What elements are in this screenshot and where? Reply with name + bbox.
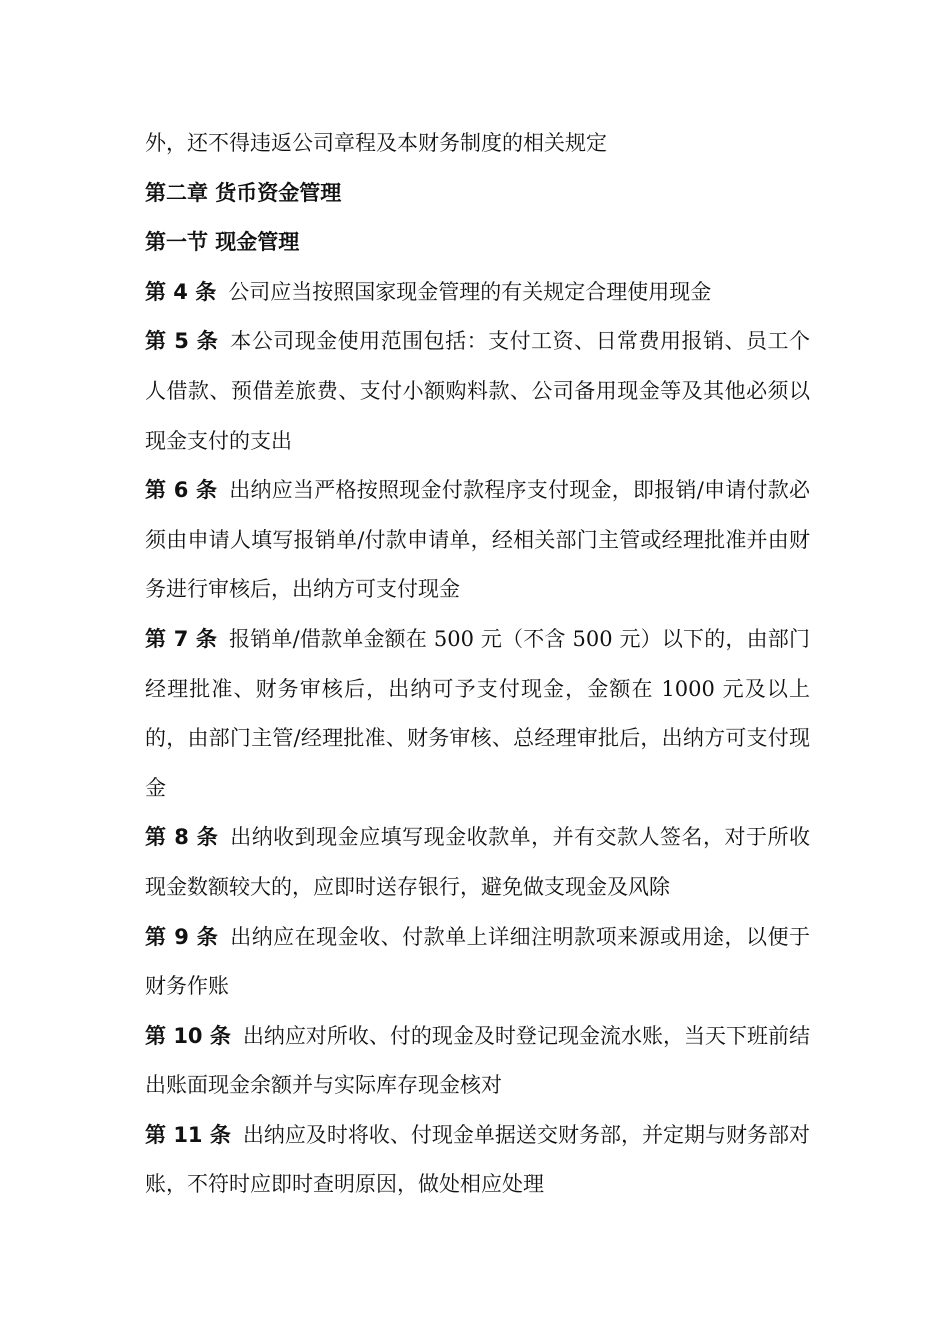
chapter-heading: 第二章 货币资金管理 [145,180,342,205]
article-text: 出纳收到现金应填写现金收款单，并有交款人签名，对于所收现金数额较大的，应即时送存银行，避免做支现金及风除 [145,825,810,899]
article-6 [145,466,810,615]
article-label: 第 8 条 [145,825,219,850]
article-label: 第 6 条 [145,478,218,503]
article-4 [145,268,810,318]
article-text: 公司应当按照国家现金管理的有关规定合理使用现金 [228,279,712,304]
article-label: 第 9 条 [145,924,219,949]
article-text: 本公司现金使用范围包括：支付工资、日常费用报销、员工个人借款、预借差旅费、支付小额购料款、公司备用现金等及其他必须以现金支付的支出 [145,329,810,453]
document-body [145,119,810,1210]
article-7 [145,615,810,813]
article-label: 第 7 条 [145,626,218,651]
article-text: 出纳应及时将收、付现金单据送交财务部，并定期与财务部对账，不符时应即时查明原因，做处相应处理 [145,1122,810,1197]
article-label: 第 4 条 [145,279,217,304]
article-text: 出纳应对所收、付的现金及时登记现金流水账，当天下班前结出账面现金余额并与实际库存现金核对 [145,1023,810,1098]
article-text: 出纳应当严格按照现金付款程序支付现金，即报销/申请付款必须由申请人填写报销单/付款申请单，经相关部门主管或经理批准并由财务进行审核后，出纳方可支付现金 [145,478,811,602]
article-text: 出纳应在现金收、付款单上详细注明款项来源或用途，以便于财务作账 [145,924,810,999]
article-label: 第 10 条 [145,1023,231,1048]
article-9 [145,913,810,1012]
section-heading: 第一节 现金管理 [145,230,300,255]
article-8 [145,813,810,912]
continuation-paragraph: 外，还不得违返公司章程及本财务制度的相关规定 [145,131,607,155]
article-text: 报销单/借款单金额在 500 元（不含 500 元）以下的，由部门经理批准、财务审核后，出纳可予支付现金，金额在 1000 元及以上的，由部门主管/经理批准、财务审核、总经理审批后，出纳方可支付现金 [145,626,810,800]
article-label: 第 11 条 [145,1122,231,1147]
article-11 [145,1111,810,1210]
article-10 [145,1012,810,1111]
article-label: 第 5 条 [145,329,219,354]
article-5 [145,317,810,466]
